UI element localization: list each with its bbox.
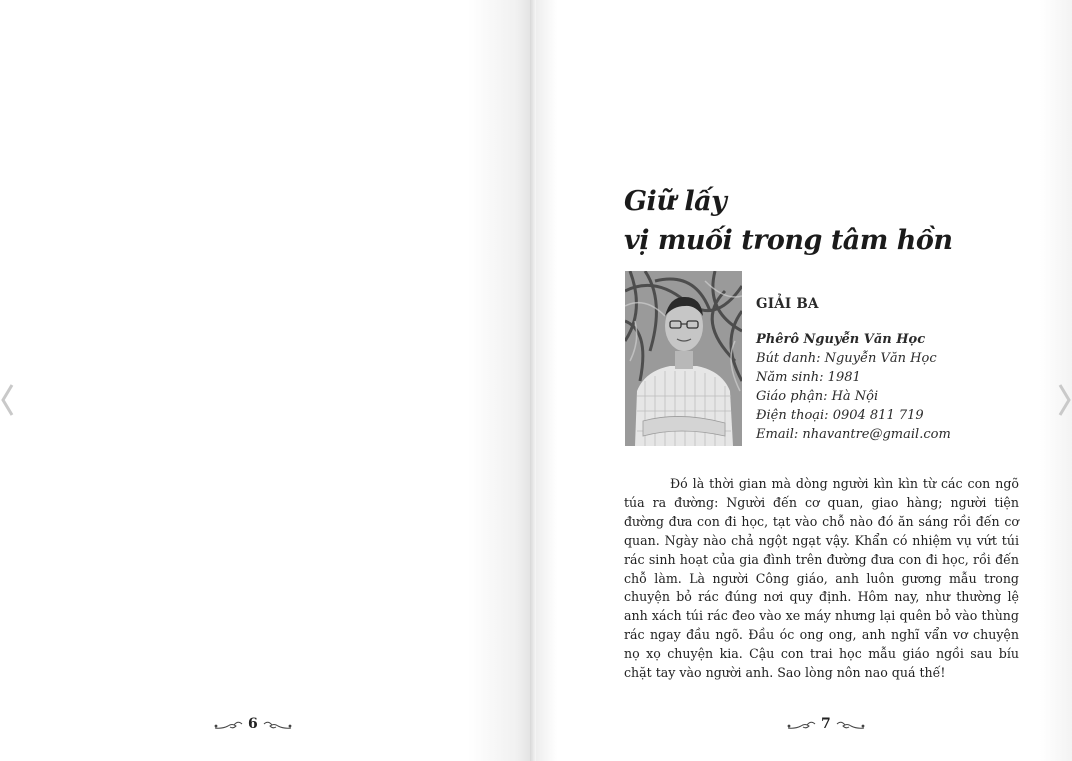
- flourish-ornament-icon: [214, 717, 244, 731]
- flourish-ornament-icon: [835, 717, 865, 731]
- author-portrait-photo: [625, 271, 742, 446]
- award-label: GIẢI BA: [756, 296, 819, 312]
- email: Email: nhavantre@gmail.com: [756, 427, 951, 442]
- flourish-ornament-icon: [262, 717, 292, 731]
- article-body-paragraph: Đó là thời gian mà dòng người kìn kìn từ các con ngõ túa ra đường: Người đến cơ quan, giao hàng; người tiện đường đưa con đi học, tạt vào chỗ nào đó ăn sáng rồi đến cơ quan. Ngày nào chả ngột ngạt vậy. Khẩn có nhiệm vụ vứt túi rác sinh hoạt của gia đình trên đường đưa con đi học, rồi đến chỗ làm. Là người Công giáo, anh luôn gương mẫu trong chuyện bỏ rác đúng nơi quy định. Hôm nay, như thường lệ anh xách túi rác đeo vào xe máy nhưng lại quên bỏ vào thùng rác ngay đầu ngõ. Đầu óc ong ong, anh nghĩ vẩn vơ chuyện nọ xọ chuyện kia. Cậu con trai học mẫu giáo ngồi sau bíu chặt tay vào người anh. Sao lòng nôn nao quá thế!: [624, 476, 1019, 681]
- prev-page-button[interactable]: [0, 383, 14, 417]
- chevron-right-icon: [1058, 383, 1072, 417]
- author-info: [756, 296, 951, 444]
- page-number-right: [787, 716, 865, 732]
- chevron-left-icon: [0, 383, 14, 417]
- page-number-left: [214, 716, 292, 732]
- author-name: Phêrô Nguyễn Văn Học: [756, 332, 926, 347]
- flourish-ornament-icon: [787, 717, 817, 731]
- title-line-2: vị muối trong tâm hồn: [624, 225, 953, 256]
- left-page: [0, 0, 532, 761]
- title-line-1: Giữ lấy: [624, 186, 727, 217]
- next-page-button[interactable]: [1058, 383, 1072, 417]
- page-number-left-text: 6: [248, 716, 258, 732]
- diocese: Giáo phận: Hà Nội: [756, 389, 879, 404]
- page-number-right-text: 7: [821, 716, 831, 732]
- phone: Điện thoại: 0904 811 719: [756, 408, 924, 423]
- birth-year: Năm sinh: 1981: [756, 370, 861, 385]
- pen-name: Bút danh: Nguyễn Văn Học: [756, 351, 937, 366]
- article-title: [624, 182, 953, 260]
